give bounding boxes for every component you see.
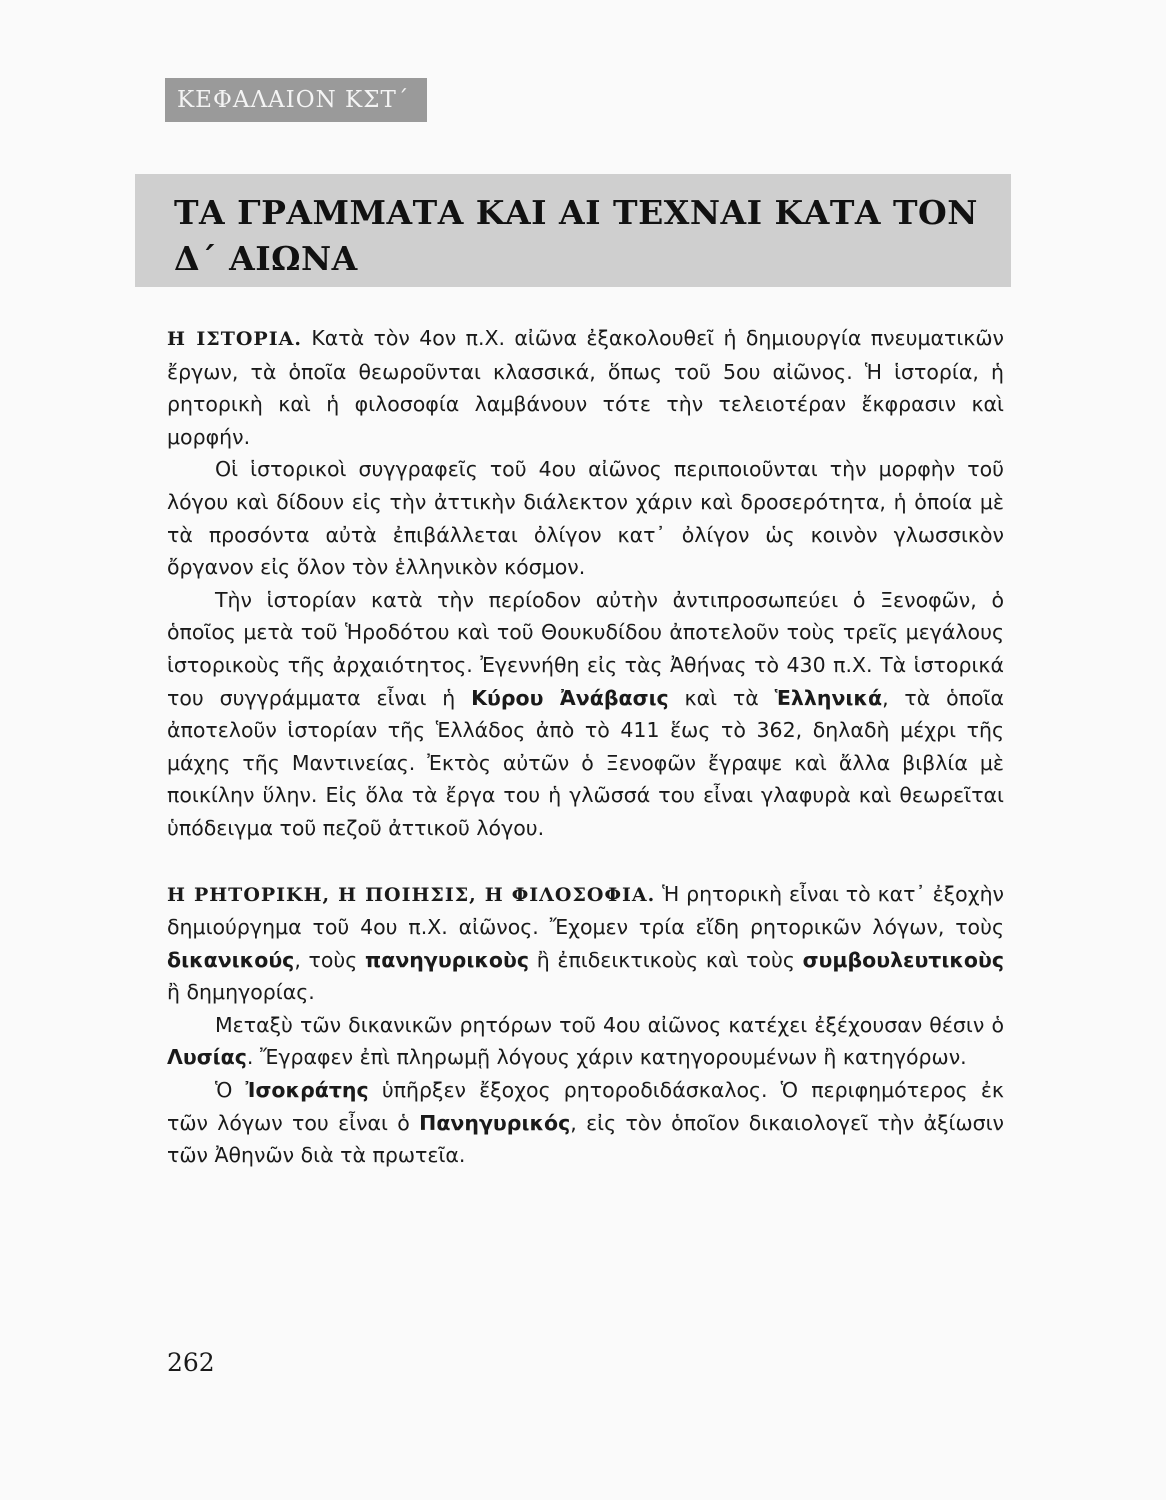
- work-title-hellenika: Ἑλληνικά: [774, 685, 883, 710]
- text-run: καὶ τὰ: [668, 685, 775, 710]
- work-title-anabasis: Κύρου Ἀνάβασις: [471, 685, 669, 710]
- section-heading-rhetoric: Η ΡΗΤΟΡΙΚΗ, Η ΠΟΙΗΣΙΣ, Η ΦΙΛΟΣΟΦΙΑ.: [167, 883, 656, 906]
- section-heading-history: Η ΙΣΤΟΡΙΑ.: [167, 328, 302, 350]
- text-run: . Ἔγραφεν ἐπὶ πληρωμῇ λόγους χάριν κατηγορουμένων ἢ κατηγόρων.: [246, 1045, 967, 1070]
- section-gap: [167, 845, 1004, 878]
- rhetoric-paragraph-3: [167, 1074, 1004, 1172]
- term-panigyrikous: πανηγυρικοὺς: [365, 947, 529, 972]
- text-run: ἢ ἐπιδεικτικοὺς καὶ τοὺς: [529, 947, 803, 972]
- history-paragraph-3: [167, 584, 1004, 845]
- text-run: ἢ δημηγορίας.: [167, 980, 315, 1005]
- name-isocrates: Ἰσοκράτης: [245, 1078, 369, 1103]
- text-run: , τὰ ὁποῖα ἀποτελοῦν ἱστορίαν τῆς Ἑλλάδος ἀπὸ τὸ 411 ἕως τὸ 362, δηλαδὴ μέχρι τῆς μάχης τῆς Μαντινείας. Ἐκτὸς αὐτῶν ὁ Ξενοφῶν ἔγραψε καὶ ἄλλα βιβλία μὲ ποικίλην ὕλην. Εἰς ὅλα τὰ ἔργα του ἡ γλῶσσά του εἶναι γλαφυρὰ καὶ θεωρεῖται ὑπόδειγμα τοῦ πεζοῦ ἀττικοῦ λόγου.: [167, 685, 1005, 840]
- term-symvouleftikous: συμβουλευτικοὺς: [802, 947, 1005, 972]
- work-title-panegyricus: Πανηγυρικός: [419, 1110, 571, 1135]
- history-paragraph-2: Οἱ ἱστορικοὶ συγγραφεῖς τοῦ 4ου αἰῶνος περιποιοῦνται τὴν μορφὴν τοῦ λόγου καὶ δίδουν εἰς τὴν ἀττικὴν διάλεκτον χάριν καὶ δροσερότητα, ἡ ὁποία μὲ τὰ προσόντα αὐτὰ ἐπιβάλλεται ὀλίγον κατ᾽ ὀλίγον ὡς κοινὸν γλωσσικὸν ὄργανον εἰς ὅλον τὸν ἑλληνικὸν κόσμον.: [167, 457, 1004, 580]
- history-paragraph-1: [167, 322, 1004, 453]
- text-run: Μεταξὺ τῶν δικανικῶν ρητόρων τοῦ 4ου αἰῶνος κατέχει ἐξέχουσαν θέσιν ὁ: [215, 1012, 1004, 1037]
- text-run: Κατὰ τὸν 4ον π.Χ. αἰῶνα ἐξακολουθεῖ ἡ δημιουργία πνευματικῶν ἔργων, τὰ ὁποῖα θεωροῦνται κλασσικά, ὅπως τοῦ 5ου αἰῶνος. Ἡ ἱστορία, ἡ ρητορικὴ καὶ ἡ φιλοσοφία λαμβάνουν τότε τὴν τελειοτέραν ἔκφρασιν καὶ μορφήν.: [167, 326, 1004, 449]
- text-run: Ὁ: [215, 1078, 246, 1103]
- chapter-label: ΚΕΦΑΛΑΙΟΝ ΚΣΤ΄: [165, 78, 427, 122]
- text-run: , τοὺς: [294, 947, 366, 972]
- text-run: Ἡ ρητορικὴ εἶναι τὸ κατ᾽ ἐξοχὴν δημιούργημα τοῦ 4ου π.Χ. αἰῶνος. Ἔχομεν τρία εἴδη ρητορικῶν λόγων, τοὺς: [167, 881, 1005, 940]
- text-run: ὑπῆρξεν ἔξοχος ρητοροδιδάσκαλος. Ὁ περιφημότερος ἐκ τῶν λόγων του εἶναι ὁ: [167, 1078, 1005, 1135]
- rhetoric-paragraph-2: [167, 1009, 1004, 1074]
- page-number: 262: [167, 1348, 215, 1377]
- title-line-2: Δ΄ ΑΙΩΝΑ: [174, 239, 358, 278]
- body-text: [167, 322, 1004, 1172]
- text-run: Τὴν ἱστορίαν κατὰ τὴν περίοδον αὐτὴν ἀντιπροσωπεύει ὁ Ξενοφῶν, ὁ ὁποῖος μετὰ τοῦ Ἡροδότου καὶ τοῦ Θουκυδίδου ἀποτελοῦν τοὺς τρεῖς μεγάλους ἱστορικοὺς τῆς ἀρχαιότητος. Ἐγεννήθη εἰς τὰς Ἀθήνας τὸ 430 π.Χ. Τὰ ἱστορικά του συγγράμματα εἶναι ἡ: [167, 587, 1004, 710]
- title-line-1: ΤΑ ΓΡΑΜΜΑΤΑ ΚΑΙ ΑΙ ΤΕΧΝΑΙ ΚΑΤΑ ΤΟΝ: [174, 193, 978, 232]
- chapter-title: [174, 190, 994, 282]
- name-lysias: Λυσίας: [167, 1045, 247, 1070]
- rhetoric-paragraph-1: [167, 878, 1004, 1009]
- text-run: , εἰς τὸν ὁποῖον δικαιολογεῖ τὴν ἀξίωσιν τῶν Ἀθηνῶν διὰ τὰ πρωτεῖα.: [167, 1110, 1004, 1168]
- term-dikanikous: δικανικούς: [167, 947, 295, 972]
